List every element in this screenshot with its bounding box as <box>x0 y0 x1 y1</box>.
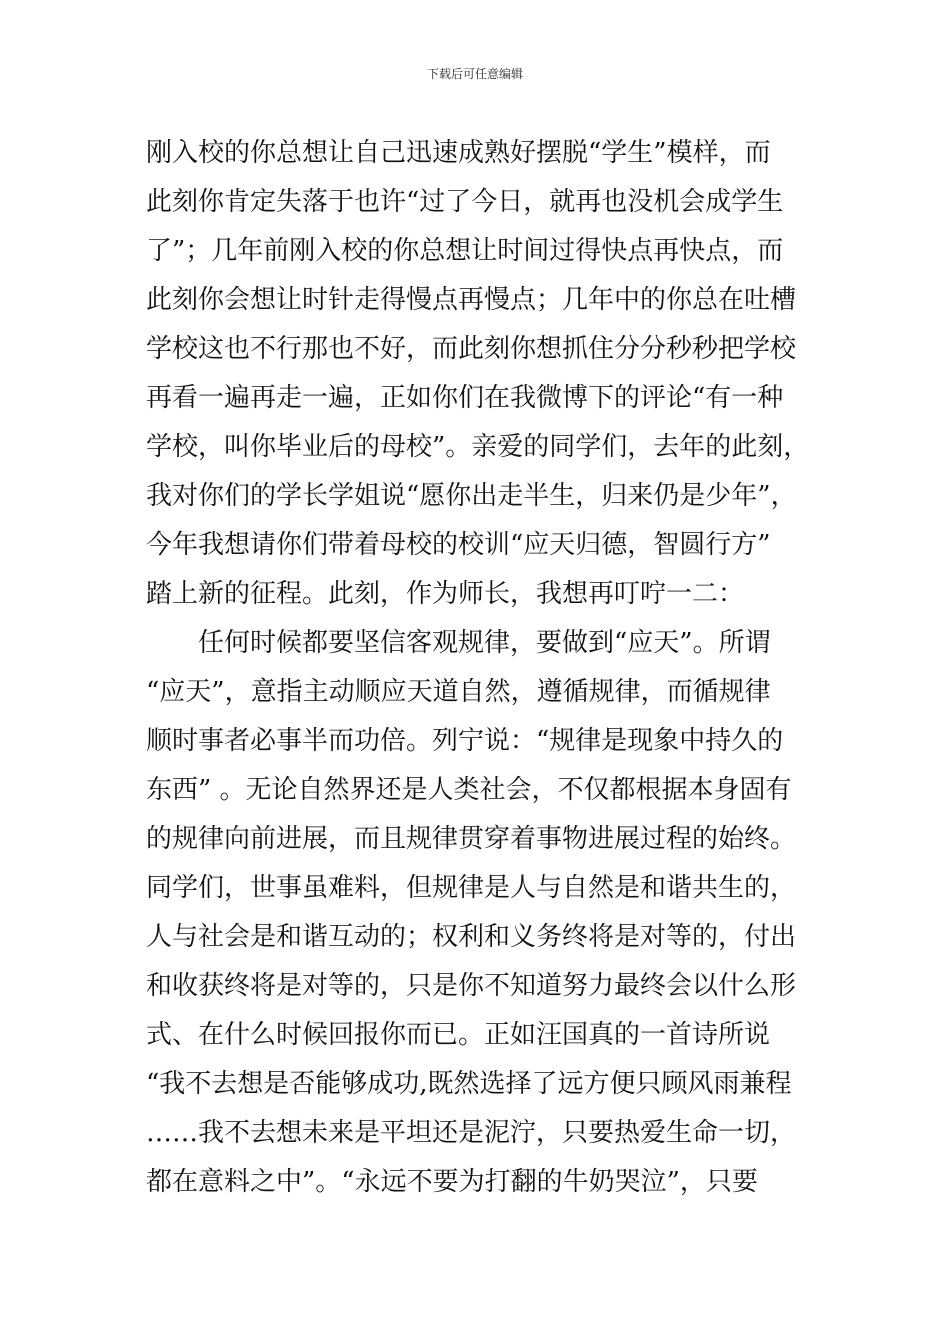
text-line: “我不去想是否能够成功,既然选择了远方便只顾风雨兼程 <box>146 1069 792 1099</box>
text-line: 此刻你会想让时针走得慢点再慢点；几年中的你总在吐槽 <box>146 285 797 315</box>
text-line: 的规律向前进展，而且规律贯穿着事物进展过程的始终。 <box>146 824 797 854</box>
text-line: 了”；几年前刚入校的你总想让时间过得快点再快点，而 <box>146 236 784 266</box>
text-line: “应天”，意指主动顺应天道自然，遵循规律，而循规律 <box>146 677 771 707</box>
text-line: 式、在什么时候回报你而已。正如汪国真的一首诗所说 <box>146 1020 771 1050</box>
text-line: 再看一遍再走一遍，正如你们在我微博下的评论“有一种 <box>146 383 784 413</box>
text-line: 学校这也不行那也不好，而此刻你想抓住分分秒秒把学校 <box>146 334 797 364</box>
text-line: 我对你们的学长学姐说“愿你出走半生，归来仍是少年”， <box>146 481 797 511</box>
text-line: 人与社会是和谐互动的；权利和义务终将是对等的，付出 <box>146 922 797 952</box>
text-line: 此刻你肯定失落于也许“过了今日，就再也没机会成学生 <box>146 187 784 217</box>
text-line: 东西” 。无论自然界还是人类社会，不仅都根据本身固有 <box>146 775 792 805</box>
paragraph-start-line: 任何时候都要坚信客观规律，要做到“应天”。所谓 <box>198 628 771 658</box>
text-line: 今年我想请你们带着母校的校训“应天归德，智圆行方” <box>146 530 771 560</box>
text-line: 和收获终将是对等的，只是你不知道努力最终会以什么形 <box>146 971 797 1001</box>
document-body <box>146 129 810 1207</box>
page-header: 下载后可任意编辑 <box>426 67 523 81</box>
text-line: 都在意料之中”。“永远不要为打翻的牛奶哭泣”，只要 <box>146 1167 758 1197</box>
text-line: 刚入校的你总想让自己迅速成熟好摆脱“学生”模样，而 <box>146 138 771 168</box>
text-line: 踏上新的征程。此刻，作为师长，我想再叮咛一二： <box>146 579 745 609</box>
text-line: 顺时事者必事半而功倍。列宁说：“规律是现象中持久的 <box>146 726 784 756</box>
text-line: 同学们，世事虽难料，但规律是人与自然是和谐共生的， <box>146 873 797 903</box>
text-line: ……我不去想未来是平坦还是泥泞，只要热爱生命一切， <box>146 1118 797 1148</box>
text-line: 学校，叫你毕业后的母校”。亲爱的同学们，去年的此刻， <box>146 432 810 462</box>
